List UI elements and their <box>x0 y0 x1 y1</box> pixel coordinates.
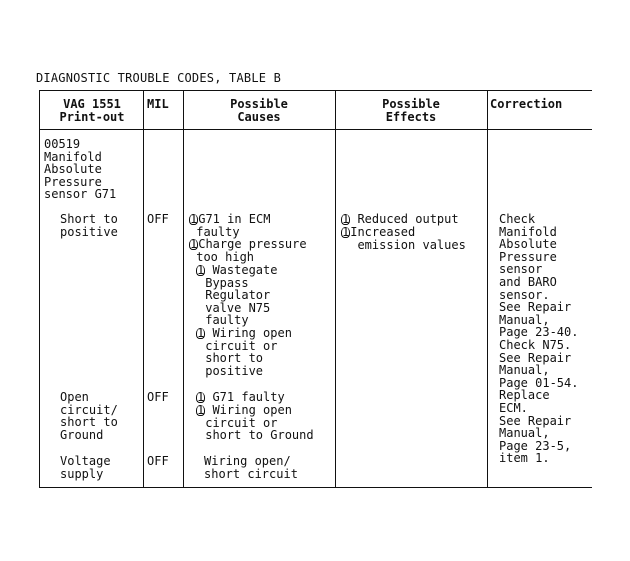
cause-item: 1 Wiring open circuit or short to Ground <box>197 403 314 443</box>
column-divider <box>335 91 336 487</box>
circled-number-icon: 1 <box>342 225 350 239</box>
circled-number-icon: 1 <box>342 212 350 226</box>
circled-number-icon: 1 <box>190 212 198 226</box>
correction-text: Check Manifold Absolute Pressure sensor and BARO sensor. See Repair Manual, Page 23-40. Check N75. See Repair Manual, Page 01-54. Replace ECM. See Repair Manual, Page 23-5, item 1. <box>499 212 579 466</box>
dtc-table <box>39 90 592 488</box>
circled-number-icon: 1 <box>197 390 205 404</box>
table-caption: DIAGNOSTIC TROUBLE CODES, TABLE B <box>36 71 282 85</box>
cause-item: Wiring open/ short circuit <box>204 454 298 481</box>
row-mil-status: OFF <box>147 454 169 468</box>
row-mil-status: OFF <box>147 390 169 404</box>
column-divider <box>487 91 488 487</box>
dtc-code-description: 00519 Manifold Absolute Pressure sensor G71 <box>44 137 117 202</box>
cause-item: 1G71 in ECM faulty <box>190 212 271 239</box>
circled-number-icon: 1 <box>197 263 205 277</box>
cause-item: 1 Wiring open circuit or short to positive <box>197 326 292 378</box>
row-printout: Short to positive <box>60 212 118 239</box>
cause-item: 1 Wastegate Bypass Regulator valve N75 faulty <box>197 263 278 328</box>
header-printout: VAG 1551 Print-out <box>59 97 125 124</box>
column-divider <box>143 91 144 487</box>
row-mil-status: OFF <box>147 212 169 226</box>
row-printout: Open circuit/ short to Ground <box>60 390 118 442</box>
column-divider <box>183 91 184 487</box>
header-correction: Correction <box>490 97 563 111</box>
circled-number-icon: 1 <box>197 403 205 417</box>
header-possible-effects: Possible Effects <box>382 97 440 124</box>
header-possible-causes: Possible Causes <box>230 97 288 124</box>
header-mil: MIL <box>147 97 169 111</box>
effect-item: 1Increased emission values <box>342 225 466 252</box>
header-divider <box>40 129 592 130</box>
effect-item: 1 Reduced output <box>342 212 459 226</box>
cause-item: 1 G71 faulty <box>197 390 285 404</box>
circled-number-icon: 1 <box>190 237 198 251</box>
circled-number-icon: 1 <box>197 326 205 340</box>
row-printout: Voltage supply <box>60 454 111 481</box>
cause-item: 1Charge pressure too high <box>190 237 307 264</box>
